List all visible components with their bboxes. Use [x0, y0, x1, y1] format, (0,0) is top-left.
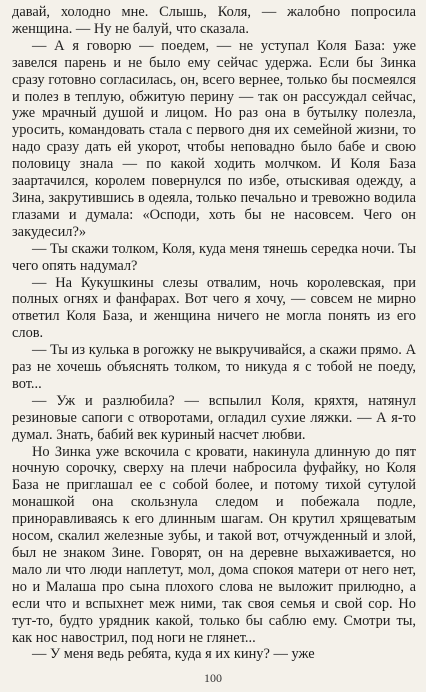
- page-number: 100: [204, 671, 222, 685]
- paragraph: давай, холодно мне. Слышь, Коля, — жалобно попросила женщина. — Ну не балуй, что сказала.: [12, 4, 416, 37]
- paragraph: — Ты скажи толком, Коля, куда меня тянешь середка ночи. Ты чего опять надумал?: [12, 240, 416, 274]
- paragraph: — Уж и разлюбила? — вспылил Коля, кряхтя, натянул резиновые сапоги с отворотами, огладил сухие ляжки. — А я-то думал. Знать, бабий век куриный насчет любви.: [12, 392, 416, 443]
- paragraph: Но Зинка уже вскочила с кровати, накинула длинную до пят ночную сорочку, сверху на плечи набросила фуфайку, но Коля База не приглашал ее с собой более, и потому тихой сутулой монашкой она скользнула следом и побежала подле, приноравливаясь к его длинным шагам. Он крутил хрящеватым носом, скалил железные зубы, и такой вот, отчужденный и злой, был не знаком Зине. Говорят, он на деревне выхаживается, но мало ли что люди наплетут, мол, дома спокоя матери от него нет, но и Малаша про сына плохого слова не выложит прилюдно, а если что и вспыхнет меж ними, так своя семья и свой сор. Но тут-то, будто урядник какой, только бы саблю ему. Смотри ты, как нос навострил, под ноги не глянет...: [12, 443, 416, 646]
- paragraph: — Ты из кулька в рогожку не выкручивайся, а скажи прямо. А раз не хочешь объяснять толком, то никуда я с тобой не поеду, вот...: [12, 342, 416, 392]
- paragraph: — На Кукушкины слезы отвалим, ночь королевская, при полных огнях и фанфарах. Вот чего я хочу, — совсем не мирно ответил Коля База, и женщина ничего не могла понять из его слов.: [12, 274, 416, 342]
- paragraph: — А я говорю — поедем, — не уступал Коля База: уже завелся парень и не было ему сейчас удержа. Если бы Зинка сразу готовно согласилась, он, всего вернее, только бы посмеялся и полез в теплую, обжитую перину — так он рассуждал сейчас, уже мрачный душой и лицом. Но раз она в бутылку полезла, уросить, командовать стала с первого дня их семейной жизни, то надо сразу дать ей укорот, чтобы неповадно было бабе и свою половицу знала — по какой ходить молчком. И Коля База заартачился, королем повернулся по избе, отыскивая одежду, а Зина, закрутившись в одеяла, только печально и тревожно водила глазами и думала: «Осподи, хоть бы не насовсем. Чего он закудесил?»: [12, 37, 416, 240]
- paragraph: — У меня ведь ребята, куда я их кину? — уже: [32, 646, 315, 663]
